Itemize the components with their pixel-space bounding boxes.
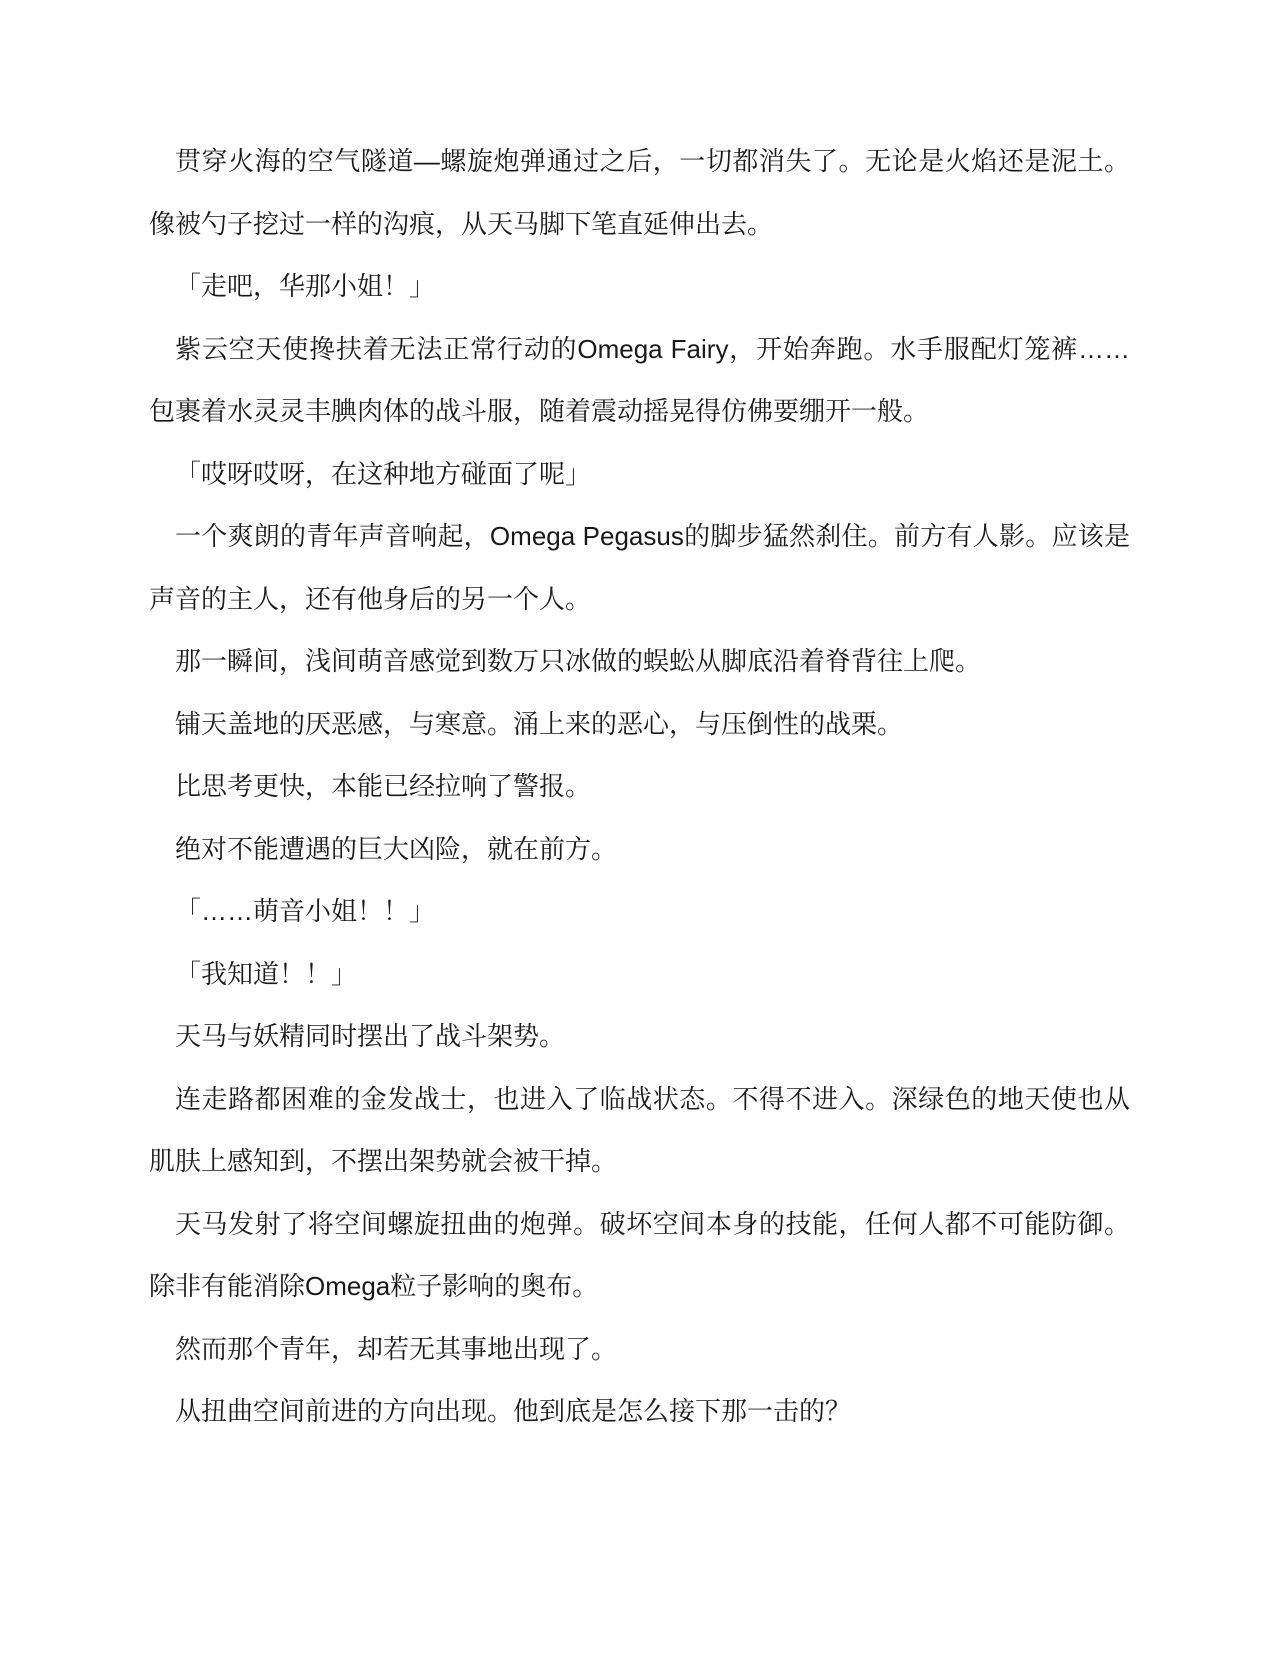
paragraph: 连走路都困难的金发战士，也进入了临战状态。不得不进入。深绿色的地天使也从肌肤上感知到，不摆出架势就会被干掉。 (149, 1083, 1130, 1176)
dialogue-paragraph: 「走吧，华那小姐！」 (175, 271, 436, 301)
paragraph: 天马发射了将空间螺旋扭曲的炮弹。破坏空间本身的技能，任何人都不可能防御。除非有能消除Omega粒子影响的奥布。 (149, 1208, 1130, 1301)
paragraph: 从扭曲空间前进的方向出现。他到底是怎么接下那一击的？ (175, 1396, 852, 1426)
paragraph: 紫云空天使搀扶着无法正常行动的Omega Fairy，开始奔跑。水手服配灯笼裤……包裹着水灵灵丰腆肉体的战斗服，随着震动摇晃得仿佛要绷开一般。 (149, 333, 1130, 426)
paragraph: 铺天盖地的厌恶感，与寒意。涌上来的恶心，与压倒性的战栗。 (175, 708, 904, 739)
paragraph: 比思考更快，本能已经拉响了警报。 (175, 771, 592, 801)
paragraph: 绝对不能遭遇的巨大凶险，就在前方。 (175, 833, 618, 864)
dialogue-paragraph: 「我知道！！」 (175, 958, 358, 989)
dialogue-paragraph: 「……萌音小姐！！」 (175, 896, 436, 926)
paragraph: 然而那个青年，却若无其事地出现了。 (175, 1333, 618, 1364)
paragraph: 一个爽朗的青年声音响起，Omega Pegasus的脚步猛然刹住。前方有人影。应该是声音的主人，还有他身后的另一个人。 (149, 521, 1130, 614)
paragraph: 贯穿火海的空气隧道—螺旋炮弹通过之后，一切都消失了。无论是火焰还是泥土。像被勺子挖过一样的沟痕，从天马脚下笔直延伸出去。 (149, 146, 1130, 239)
dialogue-paragraph: 「哎呀哎呀，在这种地方碰面了呢」 (175, 458, 592, 489)
paragraph: 那一瞬间，浅间萌音感觉到数万只冰做的蜈蚣从脚底沿着脊背往上爬。 (175, 646, 982, 676)
paragraph: 天马与妖精同时摆出了战斗架势。 (175, 1021, 566, 1051)
